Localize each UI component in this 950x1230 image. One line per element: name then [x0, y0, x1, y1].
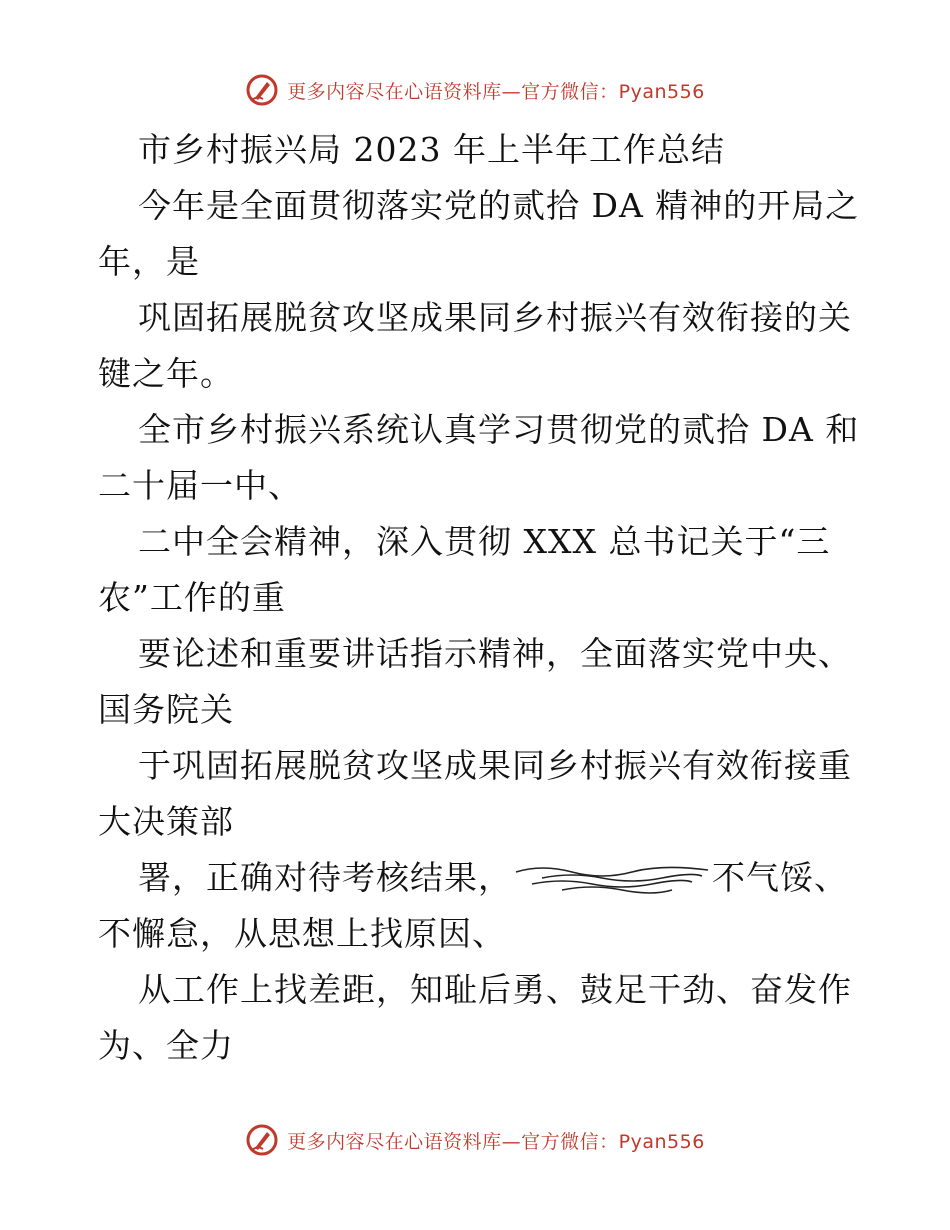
quill-pen-logo-icon: [245, 73, 279, 107]
header-banner-text: 更多内容尽在心语资料库—官方微信：Pyan556: [287, 80, 705, 103]
paragraph-line: 今年是全面贯彻落实党的贰拾 DA 精神的开局之: [138, 186, 860, 225]
quill-pen-logo-icon: [245, 1123, 279, 1157]
paragraph-line: 全市乡村振兴系统认真学习贯彻党的贰拾 DA 和: [138, 410, 860, 449]
document-body: [98, 122, 858, 1074]
paragraph-line: 为、全力: [98, 1026, 234, 1065]
paragraph-line: 农”工作的重: [98, 578, 286, 617]
paragraph-line: 从工作上找差距，知耻后勇、鼓足干劲、奋发作: [138, 970, 852, 1009]
footer-banner: [0, 1120, 950, 1160]
paragraph-line: 不懈怠，从思想上找原因、: [98, 914, 506, 953]
paragraph-line: 国务院关: [98, 690, 234, 729]
wavy-scribble-icon: [512, 862, 712, 898]
paragraph-line: 键之年。: [98, 354, 234, 393]
paragraph-line: 大决策部: [98, 802, 234, 841]
paragraph-line: 要论述和重要讲话指示精神，全面落实党中央、: [138, 634, 852, 673]
paragraph-line: 二中全会精神，深入贯彻 XXX 总书记关于“三: [138, 522, 831, 561]
document-title: 市乡村振兴局 2023 年上半年工作总结: [138, 130, 725, 169]
paragraph-line: 二十届一中、: [98, 466, 302, 505]
footer-banner-text: 更多内容尽在心语资料库—官方微信：Pyan556: [287, 1130, 705, 1153]
paragraph-line: 巩固拓展脱贫攻坚成果同乡村振兴有效衔接的关: [138, 298, 852, 337]
paragraph-line-with-redaction: [98, 850, 858, 906]
paragraph-line: 年，是: [98, 242, 200, 281]
paragraph-line-end: 不气馁、: [712, 858, 848, 897]
paragraph-line-start: 署，正确对待考核结果，: [138, 858, 512, 897]
header-banner: [0, 70, 950, 110]
paragraph-line: 于巩固拓展脱贫攻坚成果同乡村振兴有效衔接重: [138, 746, 852, 785]
